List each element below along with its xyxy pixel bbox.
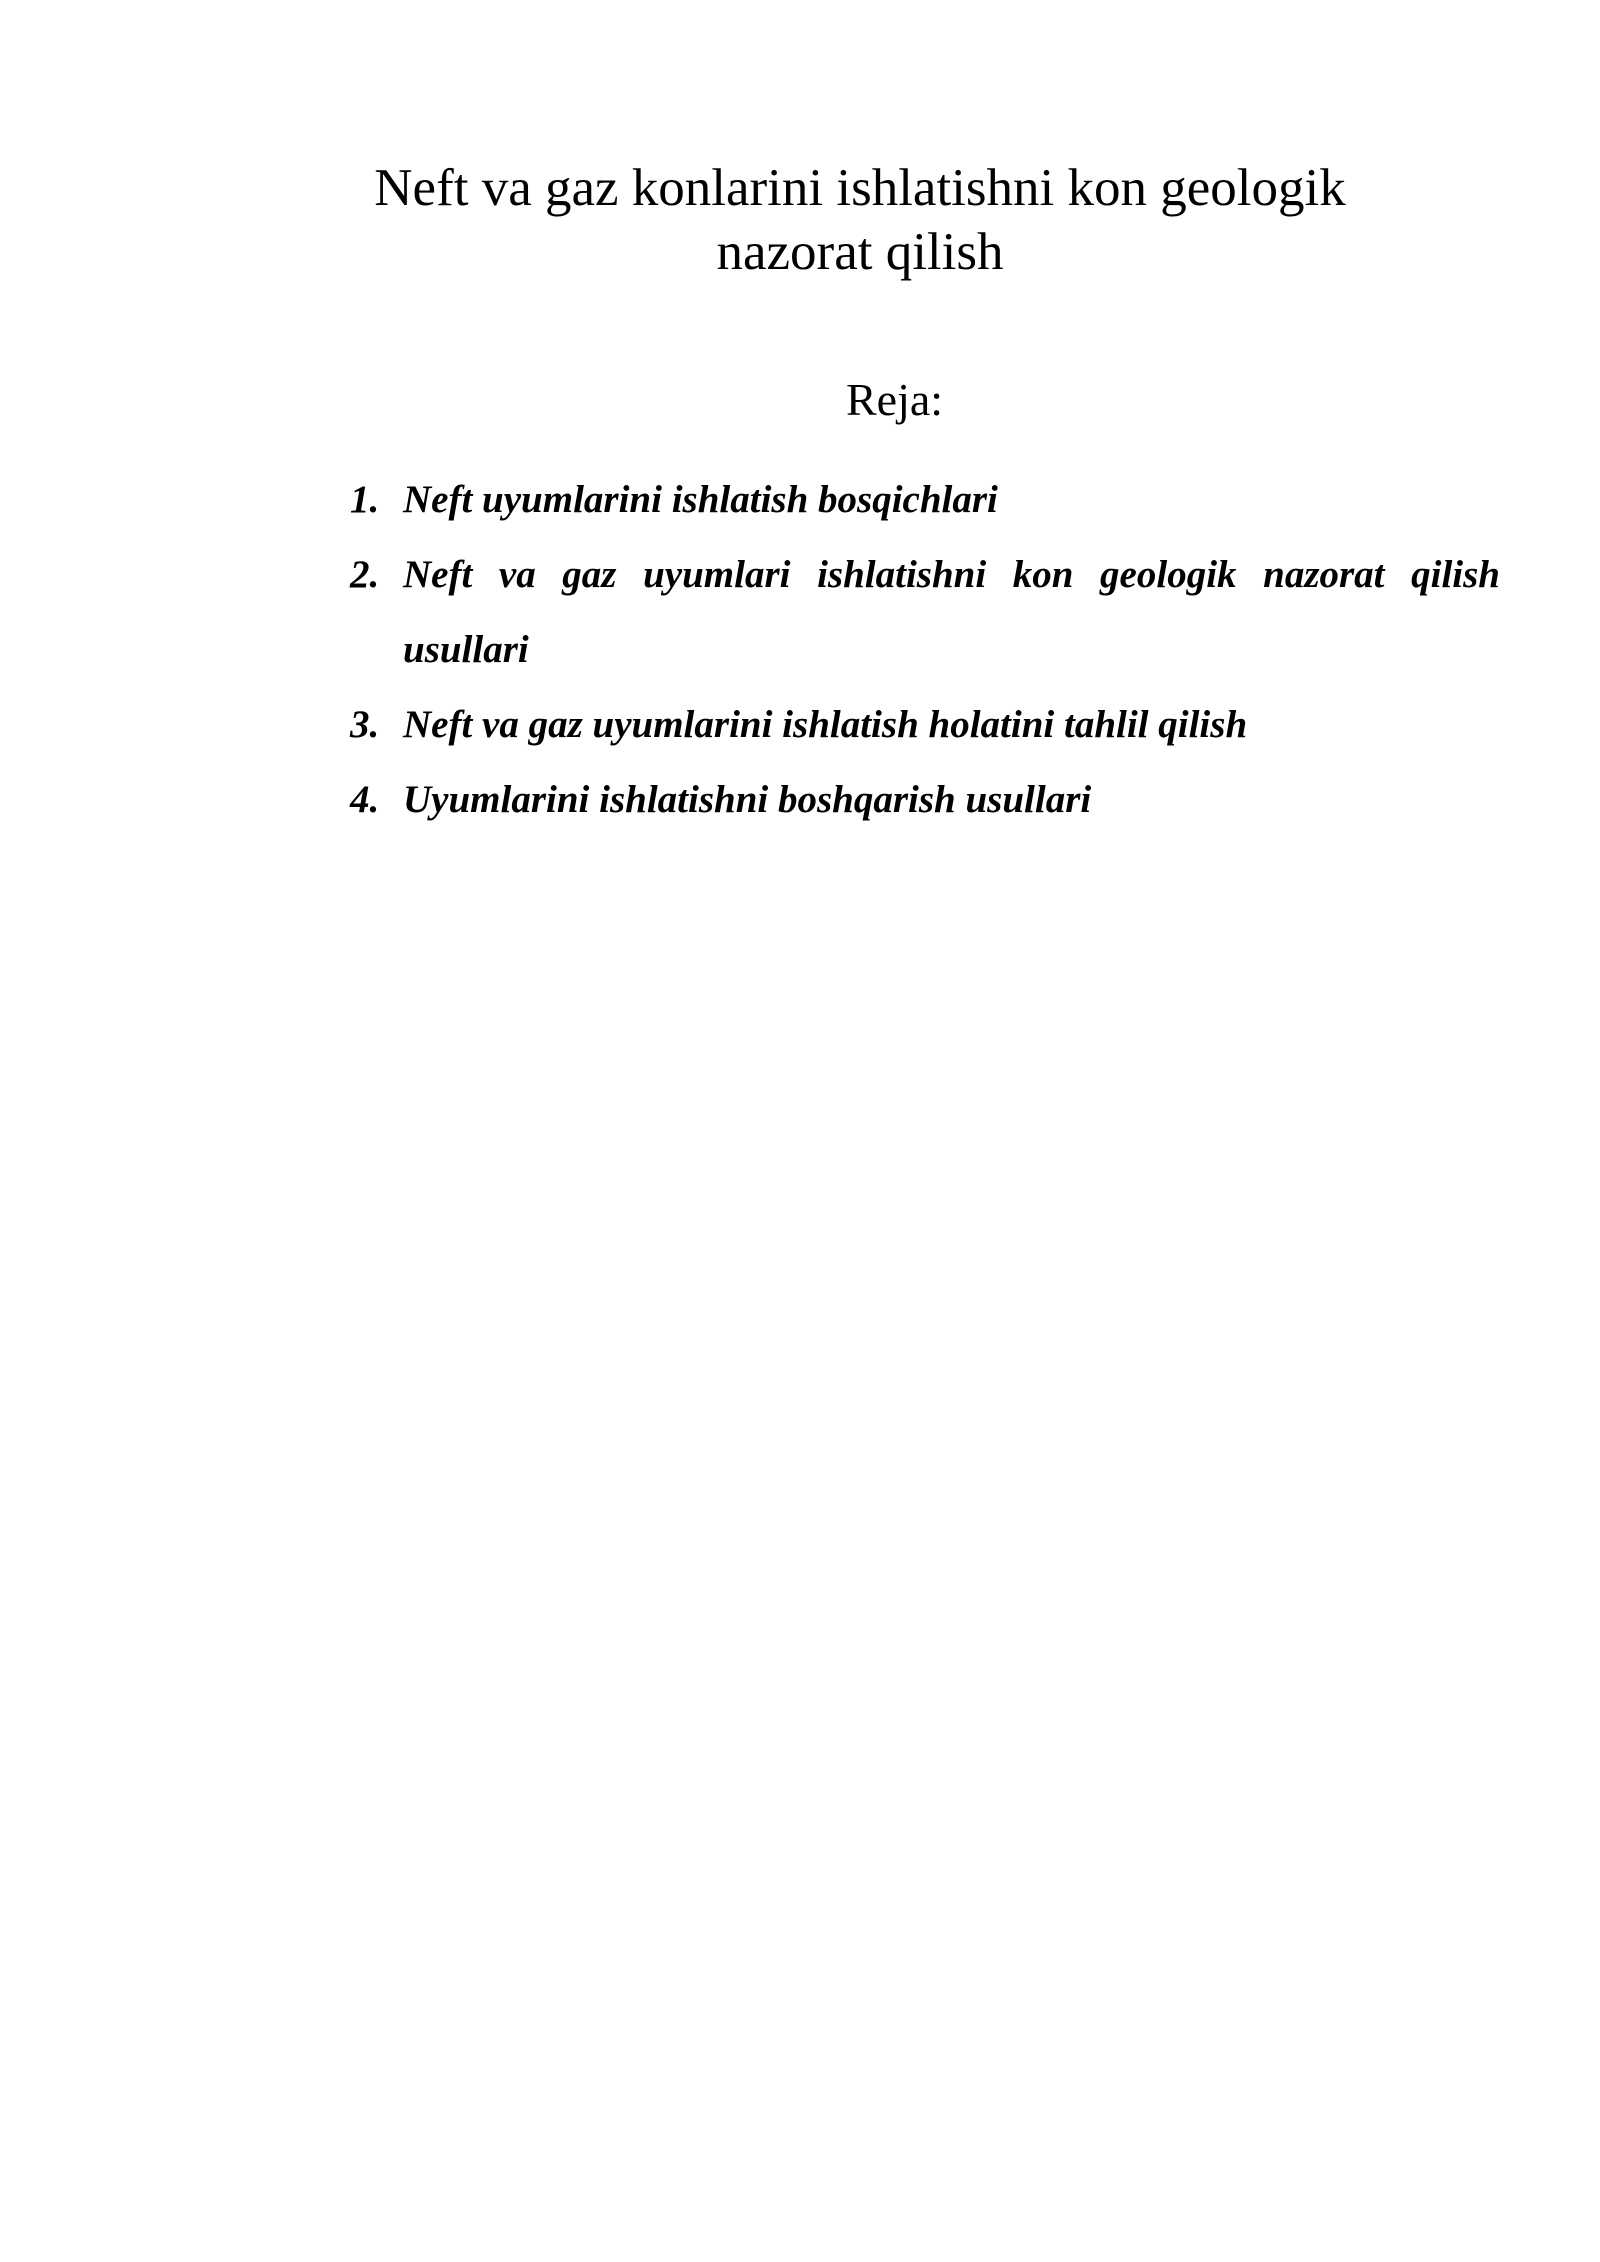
plan-item-number: 2. <box>350 553 380 596</box>
plan-item-3 <box>350 687 1500 762</box>
plan-item-2 <box>350 537 1500 687</box>
plan-item-number: 1. <box>350 478 380 521</box>
plan-item-text: Uyumlarini ishlatishni boshqarish usullari <box>403 778 1092 821</box>
plan-item-4 <box>350 762 1500 837</box>
plan-item-text: Neft uyumlarini ishlatish bosqichlari <box>403 478 998 521</box>
plan-item-number: 4. <box>350 778 380 821</box>
plan-item-1 <box>350 462 1500 537</box>
plan-heading: Reja: <box>846 374 944 425</box>
document-title <box>250 156 1470 284</box>
plan-item-text: Neft va gaz uyumlarini ishlatish holatini tahlil qilish <box>403 703 1248 746</box>
plan-list <box>350 462 1500 837</box>
title-line-2: nazorat qilish <box>716 223 1004 281</box>
plan-item-number: 3. <box>350 703 380 746</box>
plan-item-text: Neft va gaz uyumlari ishlatishni kon geologik nazorat qilish usullari <box>403 553 1500 671</box>
title-line-1: Neft va gaz konlarini ishlatishni kon geologik <box>374 159 1346 217</box>
